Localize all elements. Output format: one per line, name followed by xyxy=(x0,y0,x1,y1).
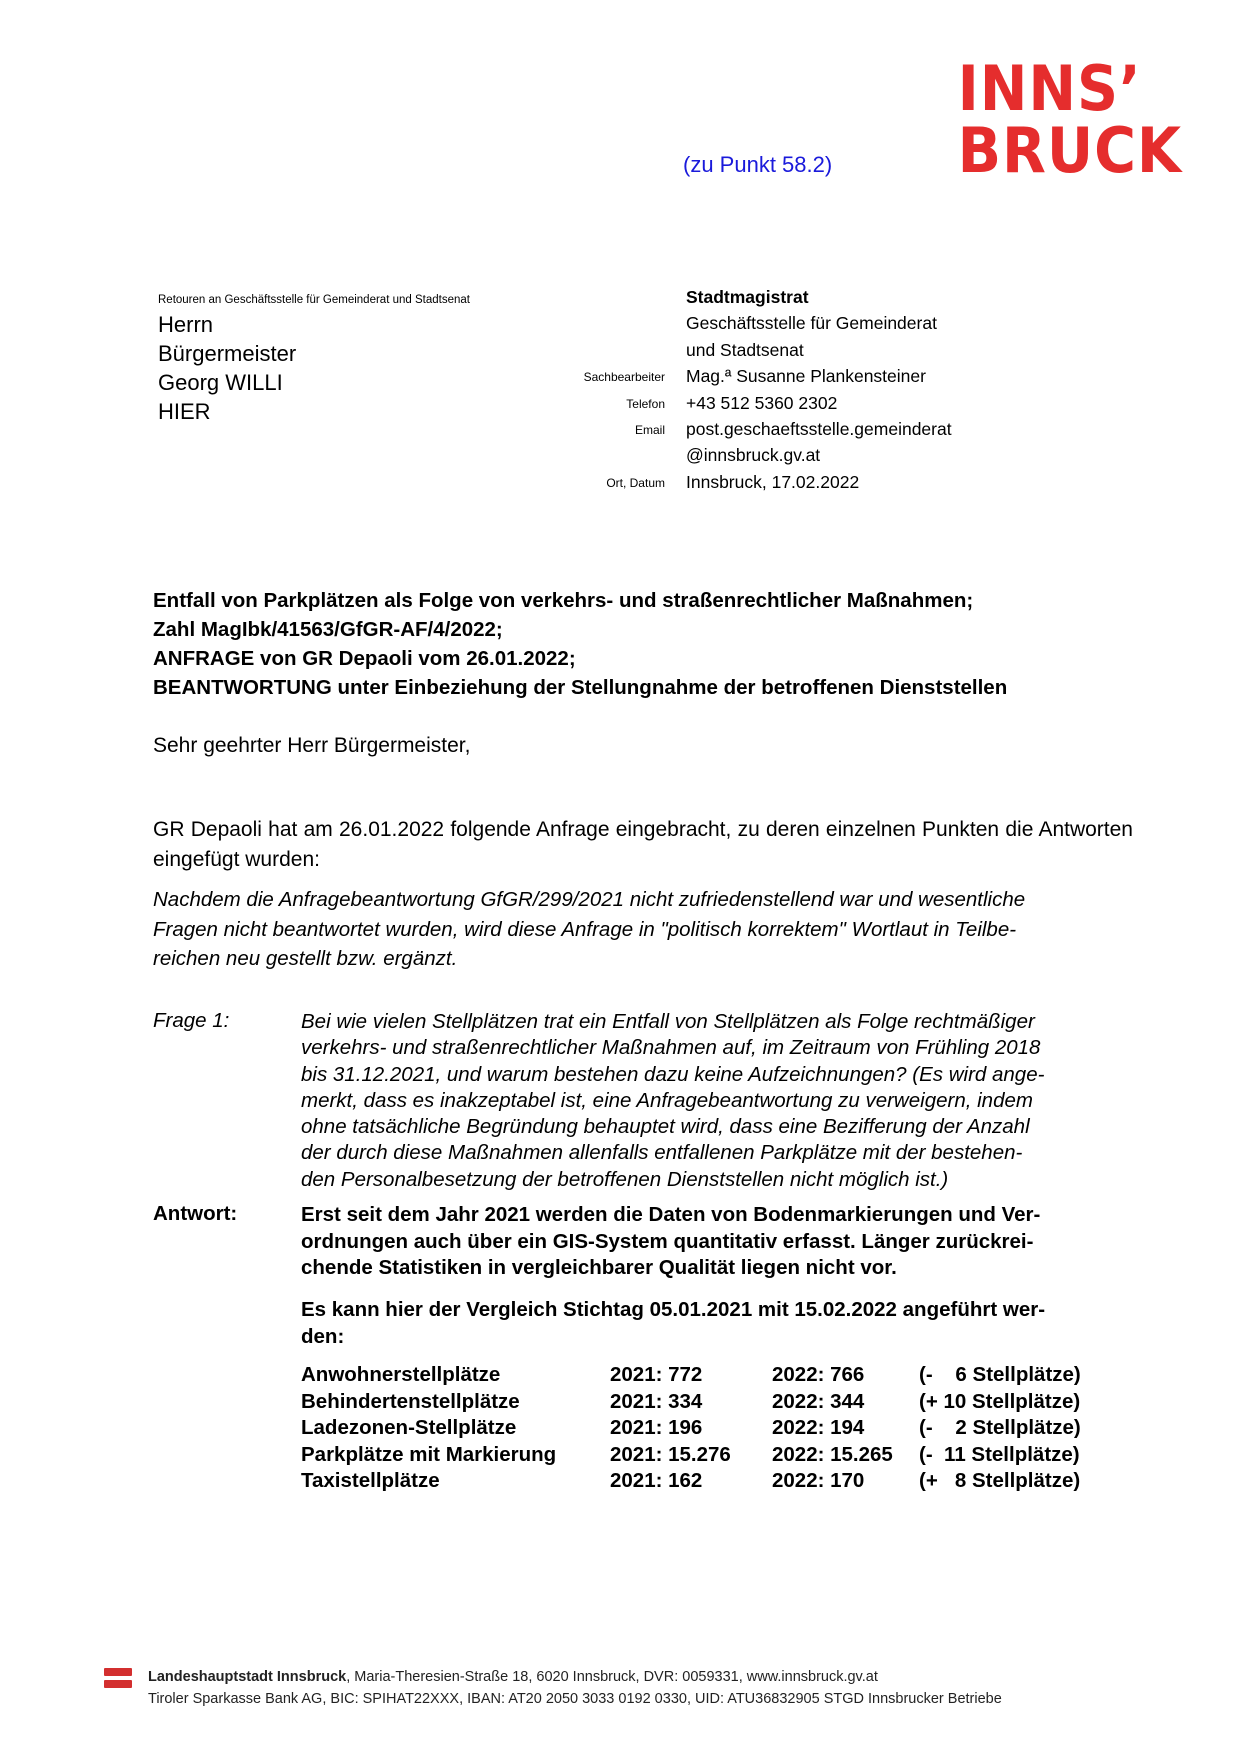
logo-line-1: INNS’ xyxy=(957,52,1142,125)
value-2021-cell: 2021: 772 xyxy=(610,1363,703,1386)
date-label: Ort, Datum xyxy=(606,475,665,490)
sender-labels xyxy=(505,284,665,495)
answer-line: Erst seit dem Jahr 2021 werden die Daten von Bodenmarkierungen und Ver- xyxy=(301,1203,1041,1226)
subject-line: Zahl MagIbk/41563/GfGR-AF/4/2022; xyxy=(153,618,503,641)
value-2021-cell: 2021: 162 xyxy=(610,1469,703,1492)
footer-line-1 xyxy=(148,1667,1002,1689)
table-row xyxy=(301,1468,1081,1495)
value-2022-cell: 2022: 170 xyxy=(772,1469,865,1492)
sender-dept: Geschäftsstelle für Gemeinderat xyxy=(686,313,937,334)
question-label: Frage 1: xyxy=(153,1009,230,1032)
clerk-name: Mag.ª Susanne Plankensteiner xyxy=(686,366,926,387)
intro-paragraph: GR Depaoli hat am 26.01.2022 folgende Anfrage eingebracht, zu deren einzelnen Punkten die Antworten eingefügt wurden: xyxy=(153,818,1133,871)
answer-line: Es kann hier der Vergleich Stichtag 05.01.2021 mit 15.02.2022 angeführt wer- xyxy=(301,1298,1046,1321)
difference-cell: (- 11 Stellplätze) xyxy=(919,1442,1080,1466)
value-2021-cell: 2021: 334 xyxy=(610,1389,703,1413)
email-address: post.geschaeftsstelle.gemeinderat xyxy=(686,419,952,440)
place-date: Innsbruck, 17.02.2022 xyxy=(686,471,860,492)
sender-org: Stadtmagistrat xyxy=(686,287,809,307)
difference-cell: (+ 10 Stellplätze) xyxy=(919,1389,1081,1413)
clerk-label: Sachbearbeiter xyxy=(583,370,665,385)
footer xyxy=(148,1667,1002,1710)
value-2021-cell: 2021: 196 xyxy=(610,1416,703,1439)
value-2021-cell: 2021: 15.276 xyxy=(610,1442,731,1466)
category-cell: Behindertenstellplätze xyxy=(301,1389,520,1413)
recipient-line: Herrn xyxy=(158,312,214,337)
question-line: merkt, dass es inakzeptabel ist, eine Anfragebeantwortung zu verweigern, indem xyxy=(301,1088,1033,1112)
recipient-address xyxy=(158,310,296,426)
question-line: den Personalbesetzung der betroffenen Dienststellen nicht möglich ist.) xyxy=(301,1167,949,1191)
question-line: verkehrs- und straßenrechtlicher Maßnahmen auf, im Zeitraum von Frühling 2018 xyxy=(301,1036,1041,1060)
question-line: Bei wie vielen Stellplätzen trat ein Entfall von Stellplätzen als Folge rechtmäßiger xyxy=(301,1010,1035,1033)
table-row xyxy=(301,1389,1081,1416)
preamble-paragraph xyxy=(153,885,1133,974)
salutation: Sehr geehrter Herr Bürgermeister, xyxy=(153,734,471,757)
sender-values xyxy=(686,284,1086,495)
question-line: der durch diese Maßnahmen allenfalls entfallenen Parkplätze mit der bestehen- xyxy=(301,1141,1023,1165)
category-cell: Taxistellplätze xyxy=(301,1469,440,1492)
subject xyxy=(153,586,1007,702)
category-cell: Anwohnerstellplätze xyxy=(301,1363,501,1386)
sender-dept: und Stadtsenat xyxy=(686,339,804,360)
answer-label: Antwort: xyxy=(153,1202,238,1225)
answer-line: ordnungen auch über ein GIS-System quantitativ erfasst. Länger zurückrei- xyxy=(301,1229,1034,1253)
question-line: bis 31.12.2021, und warum bestehen dazu keine Aufzeichnungen? (Es wird ange- xyxy=(301,1062,1045,1086)
difference-cell: (- 6 Stellplätze) xyxy=(919,1363,1081,1386)
value-2022-cell: 2022: 15.265 xyxy=(772,1442,893,1466)
answer-line: chende Statistiken in vergleichbarer Qualität liegen nicht vor. xyxy=(301,1256,897,1279)
subject-line: Entfall von Parkplätzen als Folge von verkehrs- und straßenrechtlicher Maßnahmen; xyxy=(153,589,974,612)
recipient-line: Bürgermeister xyxy=(158,341,297,366)
answer-text xyxy=(301,1202,1131,1282)
recipient-line: Georg WILLI xyxy=(158,370,283,395)
table-row xyxy=(301,1362,1081,1389)
answer-line: den: xyxy=(301,1324,345,1348)
parking-stats-table xyxy=(301,1362,1081,1495)
difference-cell: (- 2 Stellplätze) xyxy=(919,1416,1081,1439)
preamble-line: Fragen nicht beantwortet wurden, wird diese Anfrage in "politisch korrektem" Wortlaut in Teilbe- xyxy=(153,917,1017,941)
value-2022-cell: 2022: 766 xyxy=(772,1363,865,1386)
footer-org: Landeshauptstadt Innsbruck xyxy=(148,1669,347,1685)
innsbruck-logo xyxy=(957,52,1183,187)
question-text xyxy=(301,1009,1131,1193)
preamble-line: Nachdem die Anfragebeantwortung GfGR/299/2021 nicht zufriedenstellend war und wesentliche xyxy=(153,888,1026,911)
phone-label: Telefon xyxy=(626,396,665,411)
return-note: Retouren an Geschäftsstelle für Gemeinderat und Stadtsenat xyxy=(158,294,470,306)
difference-cell: (+ 8 Stellplätze) xyxy=(919,1469,1081,1492)
email-label: Email xyxy=(634,422,665,437)
preamble-line: reichen neu gestellt bzw. ergänzt. xyxy=(153,947,458,970)
footer-address: , Maria-Theresien-Straße 18, 6020 Innsbruck, DVR: 0059331, www.innsbruck.gv.at xyxy=(346,1669,878,1685)
email-address: @innsbruck.gv.at xyxy=(686,445,821,466)
agenda-reference: (zu Punkt 58.2) xyxy=(683,152,833,177)
subject-line: BEANTWORTUNG unter Einbeziehung der Stellungnahme der betroffenen Dienststellen xyxy=(153,676,1008,699)
recipient-line: HIER xyxy=(158,399,211,424)
value-2022-cell: 2022: 344 xyxy=(772,1389,865,1413)
footer-line-2: Tiroler Sparkasse Bank AG, BIC: SPIHAT22XXX, IBAN: AT20 2050 3033 0192 0330, UID: ATU36832905 STGD Innsbrucker Betriebe xyxy=(148,1690,1002,1707)
table-row xyxy=(301,1415,1081,1442)
city-flag-icon xyxy=(104,1668,132,1692)
question-line: ohne tatsächliche Begründung behauptet wird, dass eine Bezifferung der Anzahl xyxy=(301,1115,1030,1139)
table-row xyxy=(301,1442,1081,1469)
category-cell: Ladezonen-Stellplätze xyxy=(301,1416,517,1439)
value-2022-cell: 2022: 194 xyxy=(772,1416,865,1439)
subject-line: ANFRAGE von GR Depaoli vom 26.01.2022; xyxy=(153,647,576,670)
category-cell: Parkplätze mit Markierung xyxy=(301,1442,557,1466)
answer-comparison-intro xyxy=(301,1297,1131,1350)
phone-number: +43 512 5360 2302 xyxy=(686,392,838,413)
logo-line-2: BRUCK xyxy=(957,114,1182,187)
